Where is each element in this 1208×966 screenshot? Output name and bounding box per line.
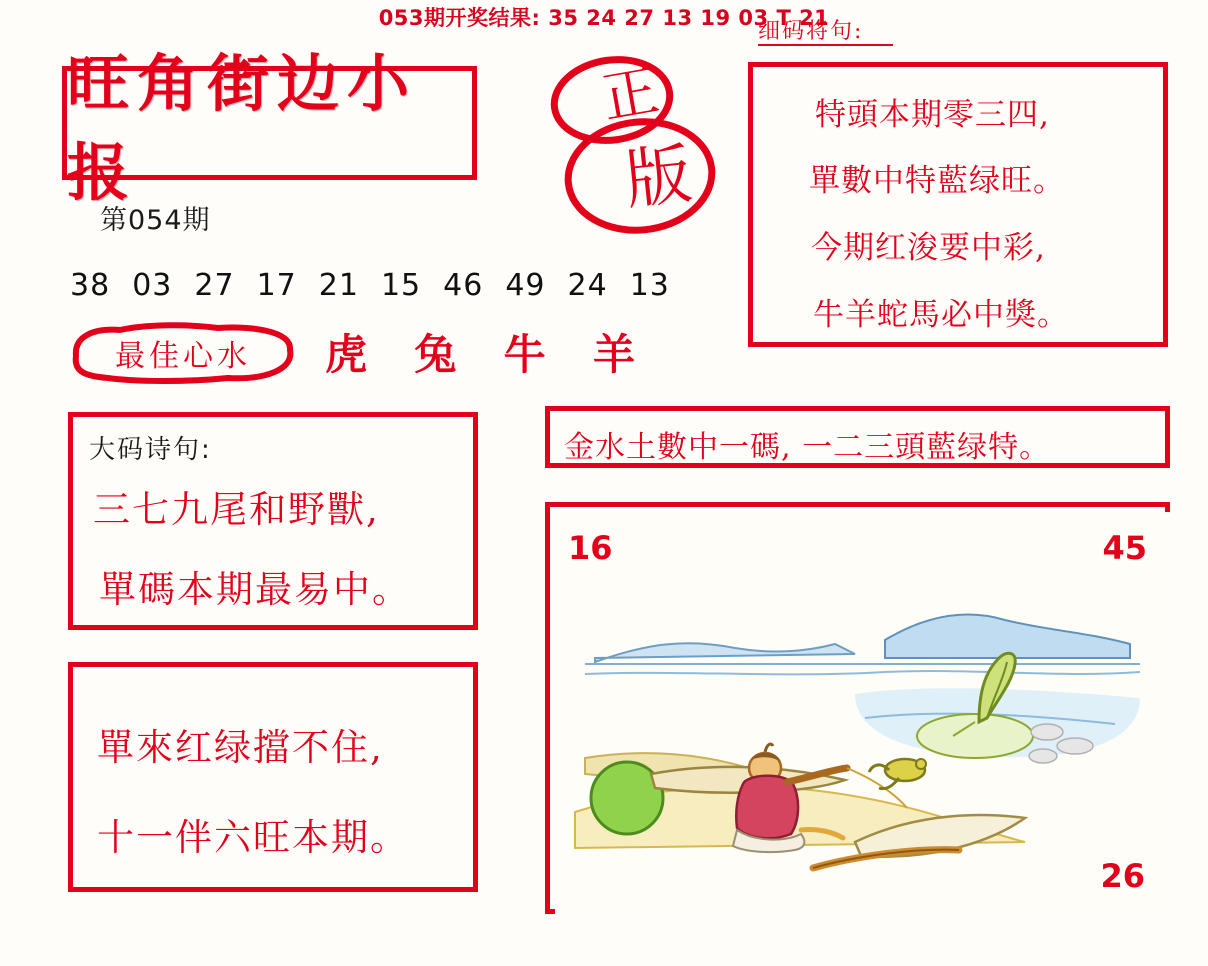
poem-line-2: 單碼本期最易中。 <box>99 568 411 611</box>
draw-number: 24 <box>567 268 608 303</box>
draw-number: 15 <box>380 268 422 303</box>
draw-number: 46 <box>443 268 484 303</box>
verse-line-1: 單來红绿擋不住, <box>97 726 384 769</box>
svg-text:正: 正 <box>597 58 664 132</box>
draw-number: 27 <box>194 268 235 303</box>
draw-number: 49 <box>505 268 546 303</box>
zodiac-list <box>325 322 635 382</box>
zodiac-item: 牛 <box>503 330 546 379</box>
zodiac-item: 羊 <box>592 330 635 379</box>
zodiac-item: 兔 <box>414 330 457 379</box>
right-poem-line-3: 今期红浚要中彩, <box>811 230 1046 266</box>
poem-box <box>68 412 478 630</box>
picture-illustration <box>555 512 1170 914</box>
svg-text:版: 版 <box>621 135 696 219</box>
right-single-line: 金水土數中一碼, 一二三頭藍绿特。 <box>564 430 1051 465</box>
issue-label: 第054期 <box>100 205 211 236</box>
picture-number-top-left: 16 <box>568 529 613 567</box>
right-poem-line-2: 單數中特藍绿旺。 <box>809 163 1065 199</box>
picture-box <box>545 502 1170 914</box>
draw-number: 17 <box>256 268 297 303</box>
right-heading-underline <box>758 44 893 46</box>
draw-number: 13 <box>629 268 670 303</box>
right-poem-line-1: 特頭本期零三四, <box>815 97 1050 133</box>
picture-number-top-right: 45 <box>1102 529 1147 567</box>
poem-title: 大码诗句: <box>89 435 212 465</box>
right-poem-box <box>748 62 1168 347</box>
right-poem-line-4: 牛羊蛇馬必中獎。 <box>813 297 1069 333</box>
draw-numbers-row <box>70 268 670 303</box>
draw-number: 03 <box>132 268 173 303</box>
poem-line-1: 三七九尾和野獸, <box>93 488 380 531</box>
draw-number: 38 <box>70 268 111 303</box>
masthead-title: 旺角街边小报 <box>67 47 418 209</box>
right-section-heading: 细码将句: <box>758 19 864 44</box>
verse-line-2: 十一伴六旺本期。 <box>97 816 409 859</box>
best-tips-label: 最佳心水 <box>115 339 251 374</box>
picture-number-bottom-right: 26 <box>1100 857 1145 895</box>
best-tips-stamp <box>68 322 298 384</box>
verse-box <box>68 662 478 892</box>
right-single-line-box <box>545 406 1170 468</box>
lottery-result-line: 053期开奖结果: 35 24 27 13 19 03 T 21 <box>378 6 830 30</box>
zodiac-item: 虎 <box>325 330 368 379</box>
masthead-title-box <box>62 47 477 209</box>
draw-number: 21 <box>318 268 359 303</box>
zhengban-seal <box>520 48 725 238</box>
